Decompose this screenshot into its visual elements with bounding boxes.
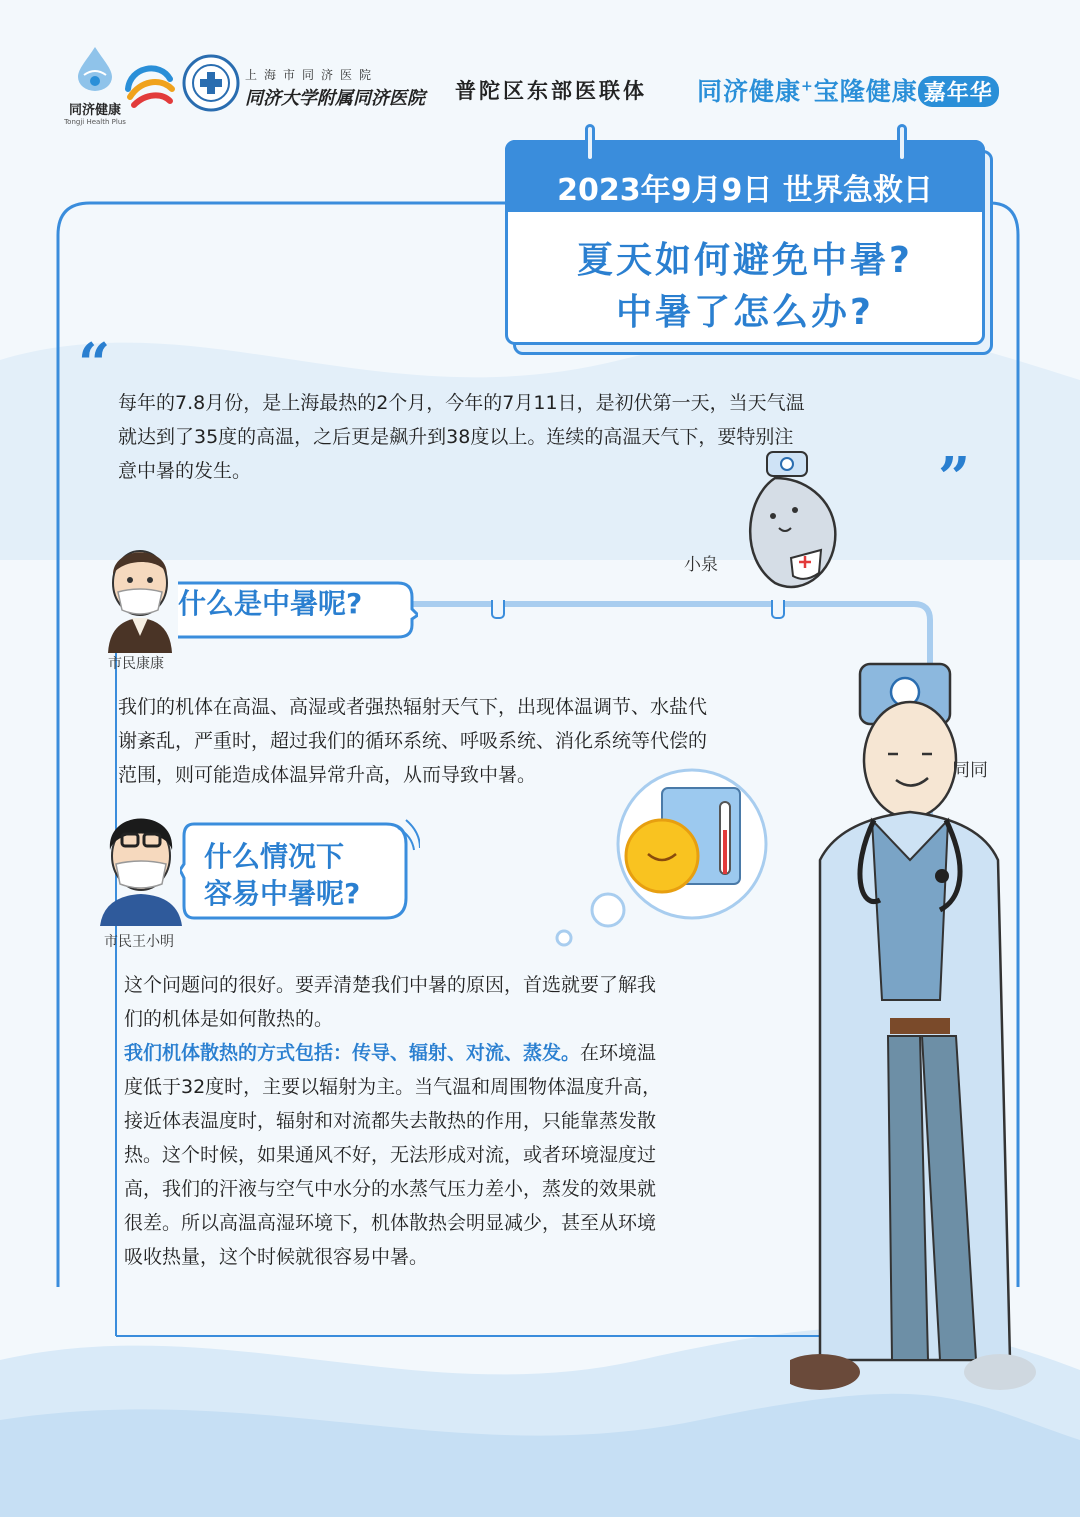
brand-second: 宝隆健康 — [813, 77, 918, 106]
intro-line: 就达到了35度的高温，之后更是飙升到38度以上。连续的高温天气下，要特别注 — [118, 426, 794, 448]
doctor-name: 同同 — [952, 760, 988, 781]
water-drop-icon — [74, 45, 116, 93]
citizen-1-name: 市民康康 — [108, 656, 164, 672]
mascot-illustration — [735, 448, 845, 593]
answer-2-line: 这个问题问的很好。要弄清楚我们中暑的原因，首选就要了解我 — [124, 974, 657, 996]
hospital-subname: 同济大学附属同济医院 — [245, 88, 425, 109]
answer-2-line: 吸收热量，这个时候就很容易中暑。 — [124, 1246, 429, 1268]
answer-2-line: 度低于32度时，主要以辐射为主。当气温和周围物体温度升高， — [124, 1076, 662, 1098]
answer-2-line: 们的机体是如何散热的。 — [124, 1008, 334, 1030]
brand-plus: + — [801, 78, 814, 95]
question-2-bubble-line-2: 容易中暑呢? — [204, 877, 361, 910]
intro-paragraph — [118, 386, 805, 488]
swirl-logo-icon — [120, 55, 178, 113]
intro-line: 意中暑的发生。 — [118, 460, 252, 482]
binder-ring-right — [897, 124, 907, 162]
hospital-seal-icon — [182, 54, 240, 112]
answer-2-line: 高，我们的汗液与空气中水分的水蒸气压力差小，蒸发的效果就 — [124, 1178, 657, 1200]
answer-2-paragraph — [124, 968, 661, 1274]
close-quote-icon: ” — [938, 445, 971, 511]
logo-subtext: Tongji Health Plus — [64, 118, 126, 126]
doctor-illustration — [790, 660, 1040, 1400]
answer-1-line: 谢紊乱，严重时，超过我们的循环系统、呼吸系统、消化系统等代偿的 — [118, 730, 708, 752]
question-1-bubble: 什么是中暑呢? — [178, 587, 363, 620]
answer-2-highlight-line — [124, 1036, 661, 1070]
answer-1-line: 范围，则可能造成体温异常升高，从而导致中暑。 — [118, 764, 537, 786]
binder-ring-left — [585, 124, 595, 162]
brand-banner — [697, 72, 999, 108]
answer-2-line: 接近体表温度时，辐射和对流都失去散热的作用，只能靠蒸发散 — [124, 1110, 657, 1132]
thought-bubble-sun — [552, 768, 778, 948]
district-name: 普陀区东部医联体 — [455, 79, 647, 103]
answer-2-line: 很差。所以高温高湿环境下，机体散热会明显减少，甚至从环境 — [124, 1212, 657, 1234]
highlight-text: 我们机体散热的方式包括：传导、辐射、对流、蒸发。 — [124, 1042, 581, 1064]
brand-badge: 嘉年华 — [918, 76, 999, 107]
event-date: 2023年9月9日 世界急救日 — [557, 173, 933, 208]
logo-text: 同济健康 — [68, 103, 121, 118]
open-quote-icon: “ — [78, 331, 111, 397]
brand-main: 同济健康 — [697, 77, 802, 106]
intro-line: 每年的7.8月份，是上海最热的2个月，今年的7月11日，是初伏第一天，当天气温 — [118, 392, 805, 414]
question-2-bubble-line-1: 什么情况下 — [204, 840, 345, 873]
title-question-2: 中暑了怎么办? — [616, 292, 874, 333]
answer-1-line: 我们的机体在高温、高湿或者强热辐射天气下，出现体温调节、水盐代 — [118, 696, 708, 718]
citizen-2-avatar — [96, 798, 186, 926]
hospital-name: 上海市同济医院 — [245, 68, 379, 82]
highlight-tail: 在环境温 — [580, 1042, 657, 1064]
mascot-name: 小泉 — [684, 555, 718, 575]
answer-2-line: 热。这个时候，如果通风不好，无法形成对流，或者环境湿度过 — [124, 1144, 657, 1166]
citizen-2-name: 市民王小明 — [104, 934, 174, 950]
title-question-1: 夏天如何避免中暑? — [577, 240, 913, 281]
